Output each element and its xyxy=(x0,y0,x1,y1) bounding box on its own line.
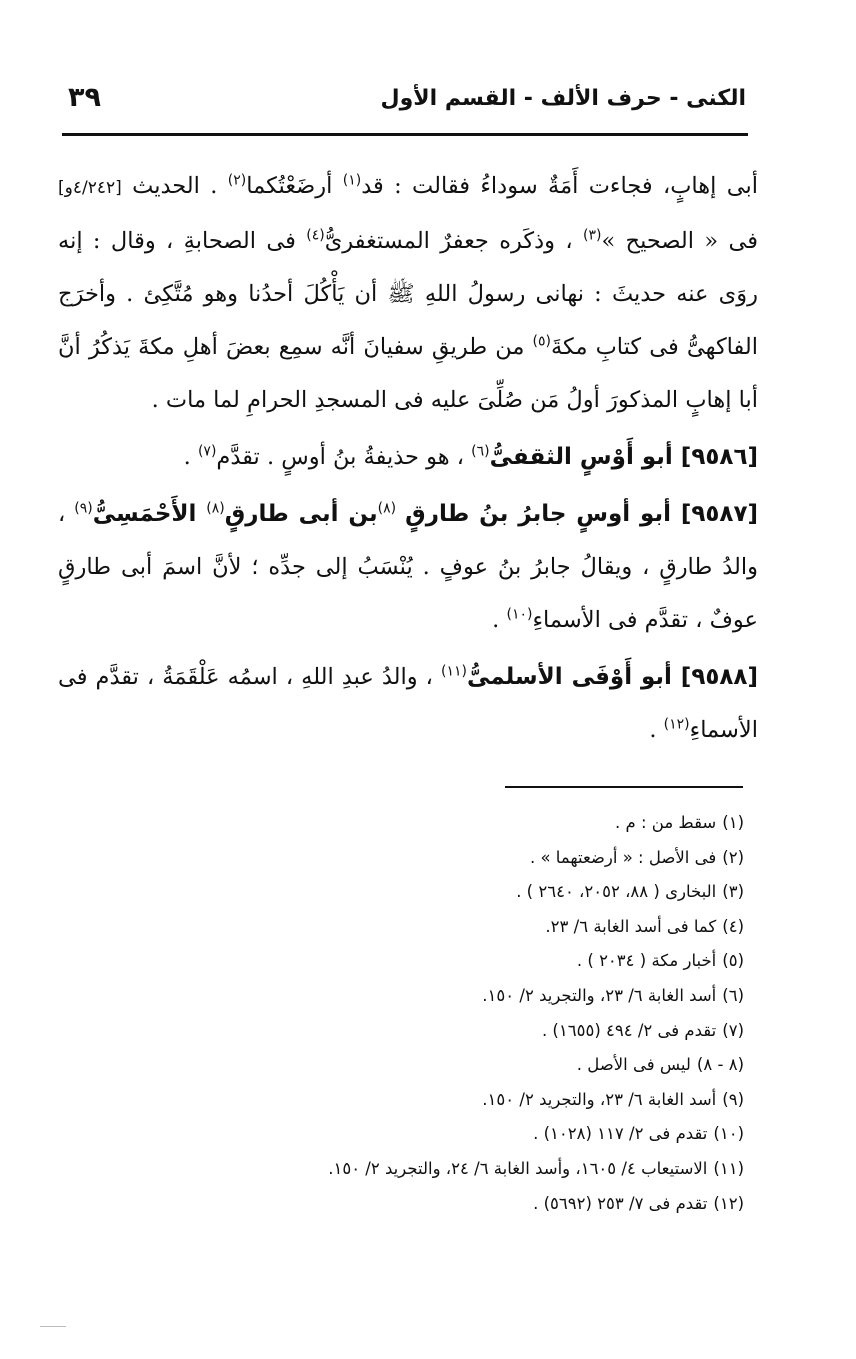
footnote-number: (٨ - ٨) xyxy=(696,1055,744,1075)
footnote-ref: (٥) xyxy=(532,333,551,350)
entry-heading: [٩٥٨٦] أبو أَوْسٍ الثقفىُّ xyxy=(489,444,758,470)
main-text xyxy=(58,160,758,757)
text-segment: أبى إهابٍ، فجاءت أَمَةٌ سوداءُ فقالت : قد xyxy=(361,173,759,199)
footnote-text: البخارى ( ٨٨، ٢٠٥٢، ٢٦٤٠ ) . xyxy=(516,882,717,902)
footnote-text: الاستيعاب ٤/ ١٦٠٥، وأسد الغابة ٦/ ٢٤، والتجريد ٢/ ١٥٠. xyxy=(328,1158,708,1178)
footnote-ref: (٨) xyxy=(206,500,225,517)
text-segment: ، والدُ طارقٍ ، ويقالُ جابرُ بنُ عوفٍ . يُنْسَبُ إلى جدِّه ؛ لأنَّ اسمَ أبى طارقٍ عوفٌ ، تقدَّم فى الأسماءِ xyxy=(58,501,758,633)
footnote-text: تقدم فى ٢/ ١١٧ (١٠٢٨) . xyxy=(533,1124,708,1144)
footnote-ref: (٢) xyxy=(227,172,247,189)
footnote-text: أسد الغابة ٦/ ٢٣، والتجريد ٢/ ١٥٠. xyxy=(482,1089,717,1109)
footnote-text: أسد الغابة ٦/ ٢٣، والتجريد ٢/ ١٥٠. xyxy=(482,985,717,1005)
footnote-ref: (١٢) xyxy=(663,716,690,733)
footnote-ref: (٣) xyxy=(582,227,602,244)
entry-9588 xyxy=(58,651,758,757)
footnote-item xyxy=(160,1152,744,1187)
footnote-ref: (١) xyxy=(342,172,362,189)
footnote-ref: (٦) xyxy=(471,443,490,460)
footnote-number: (١٢) xyxy=(713,1193,744,1213)
entry-heading: [٩٥٨٧] أبو أوسٍ جابرُ بنُ طارقٍ xyxy=(405,501,759,527)
manuscript-folio-marker: [٤/٢٤٢و] xyxy=(58,178,122,198)
entry-heading-part: بن أبى طارقٍ xyxy=(224,501,378,527)
footnote-item xyxy=(160,806,744,841)
footnote-text: أخبار مكة ( ٢٠٣٤ ) . xyxy=(576,951,717,971)
header-rule xyxy=(62,133,748,136)
footnote-number: (٧) xyxy=(722,1020,744,1040)
text-segment: ، وذكَره جعفرٌ المستغفرىُّ xyxy=(324,228,583,254)
footnote-number: (١١) xyxy=(713,1158,744,1178)
footnote-ref: (٩) xyxy=(74,500,93,517)
footnote-item xyxy=(160,944,744,979)
footnote-number: (٢) xyxy=(722,847,744,867)
footnote-separator xyxy=(505,786,743,788)
footnote-ref: (١١) xyxy=(440,663,467,680)
footnote-item xyxy=(160,910,744,945)
running-title: الكنى - حرف الألف - القسم الأول xyxy=(380,86,746,111)
text-segment: ، هو حذيفةُ بنُ أوسٍ . تقدَّم xyxy=(216,444,472,470)
footnote-text: فى الأصل : « أرضعتهما » . xyxy=(529,847,717,867)
footnote-ref: (١٠) xyxy=(506,606,533,623)
footnote-ref: (٧) xyxy=(197,443,217,460)
footnote-number: (٩) xyxy=(722,1089,744,1109)
footnote-number: (١٠) xyxy=(713,1124,744,1144)
footnote-number: (٥) xyxy=(722,951,744,971)
page-number: ٣٩ xyxy=(68,82,101,113)
footnote-item xyxy=(160,979,744,1014)
footnote-item xyxy=(160,1187,744,1222)
text-segment: فى « الصحيح » xyxy=(601,228,758,254)
footnote-item xyxy=(160,1083,744,1118)
footnote-text: ليس فى الأصل . xyxy=(576,1055,691,1075)
text-segment: فى الصحابةِ ، وقال : إنه روَى عنه حديثَ : نهانى رسولُ اللهِ ﷺ أن يَأْكُلَ أحدُنا وهو مُتَّكِئ . وأخرَج الفاكهىُّ فى كتابِ مكةَ xyxy=(58,228,758,360)
footnote-item xyxy=(160,875,744,910)
text-segment: من طريقِ سفيانَ أنَّه سمِع بعضَ أهلِ مكةَ يَذكُرُ أنَّ أبا إهابٍ المذكورَ أولُ مَن صُلِّىَ عليه فى المسجدِ الحرامِ لما مات . xyxy=(58,334,758,413)
footnote-text: تقدم فى ٢/ ٤٩٤ (١٦٥٥) . xyxy=(541,1020,717,1040)
footnote-ref: (٤) xyxy=(306,227,325,244)
footnote-ref: (٨) xyxy=(377,500,397,517)
paragraph-abu-ihab xyxy=(58,160,758,427)
text-segment: . xyxy=(183,444,198,470)
entry-9587 xyxy=(58,488,758,647)
footnotes-list xyxy=(160,806,744,1221)
footnote-number: (٤) xyxy=(722,916,744,936)
footnote-item xyxy=(160,1014,744,1049)
entry-heading: [٩٥٨٨] أبو أَوْفَى الأسلمىُّ xyxy=(466,664,758,690)
text-segment: . xyxy=(649,717,664,743)
footnote-item xyxy=(160,841,744,876)
text-segment: ، والدُ عبدِ اللهِ ، اسمُه عَلْقَمَةُ ، تقدَّم فى الأسماءِ xyxy=(58,664,758,743)
footnote-item xyxy=(160,1117,744,1152)
text-segment: . xyxy=(492,607,507,633)
footnote-text: كما فى أسد الغابة ٦/ ٢٣. xyxy=(545,916,717,936)
entry-9586 xyxy=(58,431,758,484)
text-segment: أرضَعْتُكما xyxy=(246,173,343,199)
page-header xyxy=(60,82,746,122)
scan-mark xyxy=(40,1326,66,1327)
footnote-text: تقدم فى ٧/ ٢٥٣ (٥٦٩٢) . xyxy=(533,1193,708,1213)
footnote-number: (١) xyxy=(722,813,744,832)
entry-heading-part: الأَحْمَسِىُّ xyxy=(92,501,207,527)
text-segment: . الحديث xyxy=(132,173,228,199)
footnote-text: سقط من : م . xyxy=(615,813,717,832)
footnote-number: (٦) xyxy=(722,985,744,1005)
footnote-number: (٣) xyxy=(722,882,744,902)
footnote-item xyxy=(160,1048,744,1083)
